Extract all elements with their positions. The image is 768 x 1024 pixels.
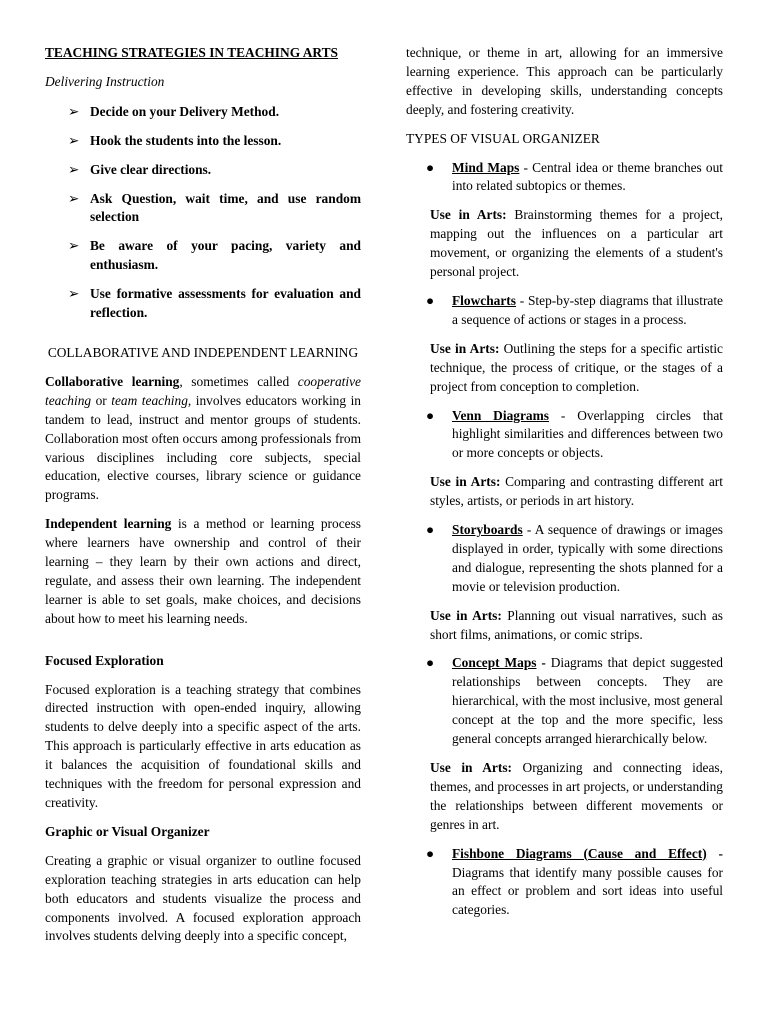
- list-item: ➢ Hook the students into the lesson.: [68, 132, 361, 151]
- left-column: [45, 44, 361, 956]
- list-item: ➢ Give clear directions.: [68, 161, 361, 180]
- graphic-organizer-heading: Graphic or Visual Organizer: [45, 823, 210, 839]
- use-in-arts-mind-maps: Use in Arts: Brainstorming themes for a project, mapping out the influences on a particular art movement, or organizing the elements of a student's personal project.: [430, 207, 723, 280]
- independent-learning-paragraph: Independent learning is a method or learning process where learners have ownership and control of their learning – they learn by their own actions and direct, regulate, and assess their own learning. The independent learner is able to set goals, make choices, and decisions about how to meet his learning needs.: [45, 516, 361, 626]
- use-in-arts-concept-maps: Use in Arts: Organizing and connecting ideas, themes, and processes in art projects, or understanding the relationships between different movements or genres in art.: [430, 760, 723, 832]
- right-column: [406, 44, 723, 930]
- organizer-storyboards: ● Storyboards - A sequence of drawings or images displayed in order, typically with some directions and dialogue, representing the shots planned for a movie or television production.: [426, 522, 723, 594]
- focused-exploration-heading: Focused Exploration: [45, 652, 164, 668]
- use-in-arts-flowcharts: Use in Arts: Outlining the steps for a specific artistic technique, the process of critique, or the stages of a project from conception to completion.: [430, 340, 723, 394]
- bullet-icon: ●: [426, 292, 435, 308]
- use-in-arts-venn-diagrams: Use in Arts: Comparing and contrasting different art styles, artists, or periods in art history.: [430, 474, 723, 509]
- continued-paragraph: technique, or theme in art, allowing for an immersive learning experience. This approach can be particularly effective in developing skills, understanding concepts deeply, and fostering creativity.: [406, 45, 723, 117]
- focused-exploration-paragraph: Focused exploration is a teaching strategy that combines directed instruction with open-ended inquiry, allowing students to delve deeply into a specific aspect of the arts. This approach is particularly effective in arts education as it balances the acquisition of foundational skills and techniques with the freedom for personal expression and creativity.: [45, 681, 361, 810]
- collaborative-independent-heading: COLLABORATIVE AND INDEPENDENT LEARNING: [47, 344, 359, 360]
- graphic-organizer-paragraph: Creating a graphic or visual organizer to outline focused exploration teaching strategies in arts education can help both educators and students visualize the process and components involved. A focused exploration approach involves students delving deeply into a specific concept,: [45, 852, 361, 944]
- list-item: ➢ Use formative assessments for evaluation and reflection.: [68, 286, 361, 321]
- arrow-bullet-icon: ➢: [68, 161, 80, 177]
- arrow-bullet-icon: ➢: [68, 238, 80, 254]
- arrow-bullet-icon: ➢: [68, 286, 80, 302]
- arrow-bullet-icon: ➢: [68, 190, 80, 206]
- delivering-instruction-heading: Delivering Instruction: [45, 73, 165, 89]
- bullet-icon: ●: [426, 845, 435, 861]
- use-in-arts-storyboards: Use in Arts: Planning out visual narratives, such as short films, animations, or comic strips.: [430, 607, 723, 642]
- arrow-bullet-icon: ➢: [68, 103, 80, 119]
- delivery-bullet-list: [45, 103, 361, 323]
- organizer-flowcharts: ● Flowcharts - Step-by-step diagrams that illustrate a sequence of actions or stages in a process.: [426, 292, 724, 327]
- list-item: ➢ Ask Question, wait time, and use random selection: [68, 190, 361, 225]
- bullet-icon: ●: [426, 522, 435, 538]
- list-item: ➢ Decide on your Delivery Method.: [68, 103, 361, 122]
- bullet-icon: ●: [426, 655, 435, 671]
- organizer-venn-diagrams: ● Venn Diagrams - Overlapping circles that highlight similarities and differences between two or more concepts or objects.: [426, 407, 723, 461]
- types-of-visual-organizer-heading: TYPES OF VISUAL ORGANIZER: [406, 130, 600, 146]
- organizer-concept-maps: ● Concept Maps - Diagrams that depict suggested relationships between concepts. They are hierarchical, with the most inclusive, most general concept at the top and the more specific, less general concepts arranged hierarchically below.: [426, 655, 723, 747]
- collaborative-learning-paragraph: Collaborative learning, sometimes called cooperative teaching or team teaching, involves educators working in tandem to lead, instruct and mentor groups of students. Collaboration most often occurs among professionals from various disciplines including core subjects, special education, elective courses, library science or guidance programs.: [45, 373, 362, 503]
- list-item: ➢ Be aware of your pacing, variety and enthusiasm.: [68, 238, 361, 273]
- bullet-icon: ●: [426, 159, 435, 175]
- bullet-icon: ●: [426, 407, 435, 423]
- organizer-mind-maps: ● Mind Maps - Central idea or theme branches out into related subtopics or themes.: [426, 159, 724, 194]
- arrow-bullet-icon: ➢: [68, 132, 80, 148]
- organizer-fishbone-diagrams: ● Fishbone Diagrams (Cause and Effect) - Diagrams that identify many possible causes for an effect or problem and sort ideas into useful categories.: [426, 845, 723, 918]
- document-title: TEACHING STRATEGIES IN TEACHING ARTS: [45, 45, 338, 60]
